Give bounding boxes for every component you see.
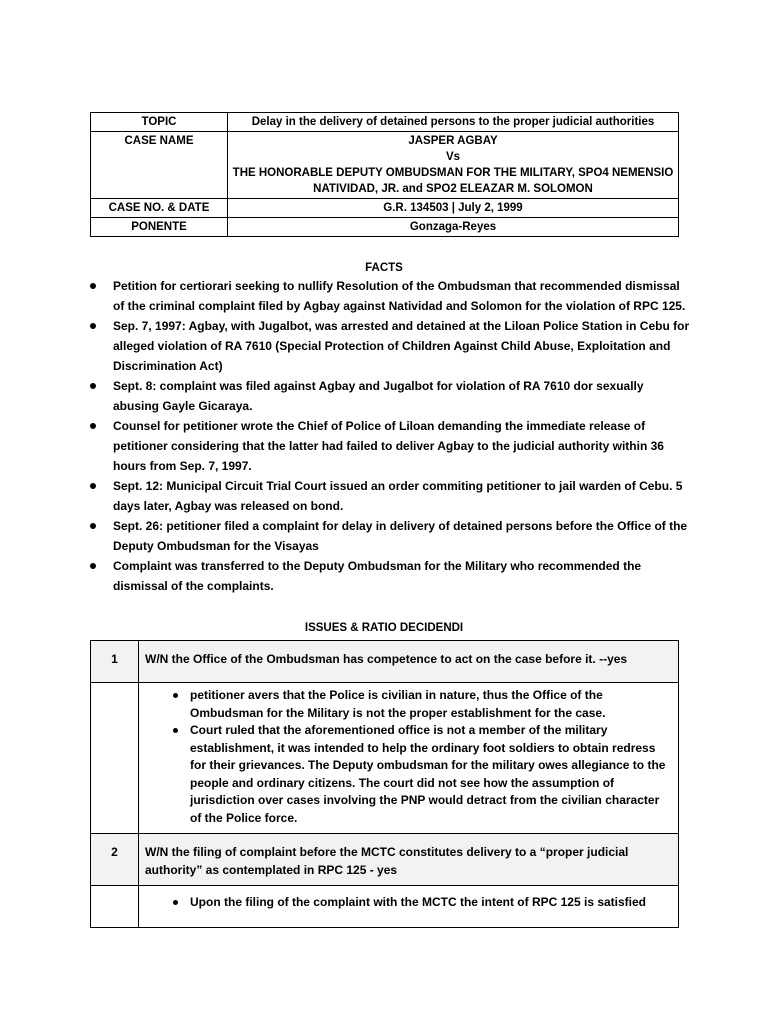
ratio-item — [145, 722, 672, 827]
case-no-value: G.R. 134503 | July 2, 1999 — [228, 199, 679, 218]
ratio-text: Upon the filing of the complaint with the MCTC the intent of RPC 125 is satisfied — [190, 895, 647, 909]
topic-row — [91, 113, 679, 132]
bullet-icon — [90, 323, 96, 329]
ponente-label: PONENTE — [91, 218, 228, 237]
case-name-vs: Vs — [445, 151, 461, 163]
case-name-party2: THE HONORABLE DEPUTY OMBUDSMAN FOR THE MILITARY, SPO4 NEMENSIO NATIVIDAD, JR. and SPO2 ELEAZAR M. SOLOMON — [232, 167, 674, 195]
facts-heading: FACTS — [365, 262, 403, 274]
case-name-label: CASE NAME — [91, 132, 228, 199]
ponente-value: Gonzaga-Reyes — [228, 218, 679, 237]
bullet-icon — [90, 483, 96, 489]
topic-value: Delay in the delivery of detained persons to the proper judicial authorities — [228, 113, 679, 132]
ratio-text: petitioner avers that the Police is civilian in nature, thus the Office of the Ombudsman for the Military is not the proper establishment for the case. — [190, 688, 606, 720]
bullet-icon — [173, 728, 178, 733]
facts-list — [90, 276, 690, 596]
issue-ratio-row — [91, 683, 679, 834]
ratio-text: Court ruled that the aforementioned office is not a member of the military establishment, it was intended to help the ordinary foot soldiers to obtain redress for their grievances. The Deputy ombudsman for the military owes allegiance to the people and ordinary citizens. The court did not see how the assumption of jurisdiction over cases involving the PNP would detract from the civilian character of the Police force. — [190, 723, 666, 825]
fact-text: Petition for certiorari seeking to nullify Resolution of the Ombudsman that recommended dismissal of the criminal complaint filed by Agbay against Natividad and Solomon for the violation of RPC 125. — [113, 279, 686, 313]
issue-ratio-row — [91, 886, 679, 928]
fact-item — [90, 416, 690, 476]
fact-text: Sept. 12: Municipal Circuit Trial Court issued an order commiting petitioner to jail warden of Cebu. 5 days later, Agbay was released on bond. — [113, 479, 683, 513]
bullet-icon — [90, 423, 96, 429]
issue-question-row — [91, 834, 679, 886]
issue-question: W/N the Office of the Ombudsman has competence to act on the case before it. --yes — [139, 641, 679, 683]
issue-number-blank — [91, 683, 139, 834]
case-name-row — [91, 132, 679, 199]
ponente-row — [91, 218, 679, 237]
fact-text: Sep. 7, 1997: Agbay, with Jugalbot, was arrested and detained at the Liloan Police Station in Cebu for alleged violation of RA 7610 (Special Protection of Children Against Child Abuse, Exploitation and Discrimination Act) — [113, 319, 690, 373]
fact-item — [90, 316, 690, 376]
fact-item — [90, 276, 690, 316]
bullet-icon — [90, 523, 96, 529]
fact-item — [90, 556, 690, 596]
issues-heading: ISSUES & RATIO DECIDENDI — [304, 622, 464, 634]
bullet-icon — [90, 283, 96, 289]
case-no-row — [91, 199, 679, 218]
topic-label: TOPIC — [91, 113, 228, 132]
issue-number-blank — [91, 886, 139, 928]
case-name-party1: JASPER AGBAY — [408, 135, 498, 147]
fact-item — [90, 376, 690, 416]
bullet-icon — [173, 693, 178, 698]
fact-item — [90, 516, 690, 556]
issues-table — [90, 640, 679, 928]
issue-ratio — [139, 683, 679, 834]
case-no-label: CASE NO. & DATE — [91, 199, 228, 218]
bullet-icon — [90, 563, 96, 569]
fact-text: Counsel for petitioner wrote the Chief of Police of Liloan demanding the immediate release of petitioner considering that the latter had failed to deliver Agbay to the judicial authority within 36 hours from Sep. 7, 1997. — [113, 419, 664, 473]
case-name-value — [228, 132, 679, 199]
bullet-icon — [173, 900, 178, 905]
case-info-table — [90, 112, 679, 237]
fact-text: Sept. 26: petitioner filed a complaint for delay in delivery of detained persons before the Office of the Deputy Ombudsman for the Visayas — [113, 519, 688, 553]
ratio-list — [145, 894, 672, 912]
issue-number: 1 — [91, 641, 139, 683]
ratio-item — [145, 687, 672, 722]
fact-item — [90, 476, 690, 516]
bullet-icon — [90, 383, 96, 389]
issue-ratio — [139, 886, 679, 928]
ratio-list — [145, 687, 672, 827]
fact-text: Complaint was transferred to the Deputy Ombudsman for the Military who recommended the dismissal of the complaints. — [113, 559, 642, 593]
issue-question-row — [91, 641, 679, 683]
ratio-item — [145, 894, 672, 912]
fact-text: Sept. 8: complaint was filed against Agbay and Jugalbot for violation of RA 7610 dor sexually abusing Gayle Gicaraya. — [113, 379, 644, 413]
issue-number: 2 — [91, 834, 139, 886]
issue-question: W/N the filing of complaint before the MCTC constitutes delivery to a “proper judicial authority” as contemplated in RPC 125 - yes — [139, 834, 679, 886]
